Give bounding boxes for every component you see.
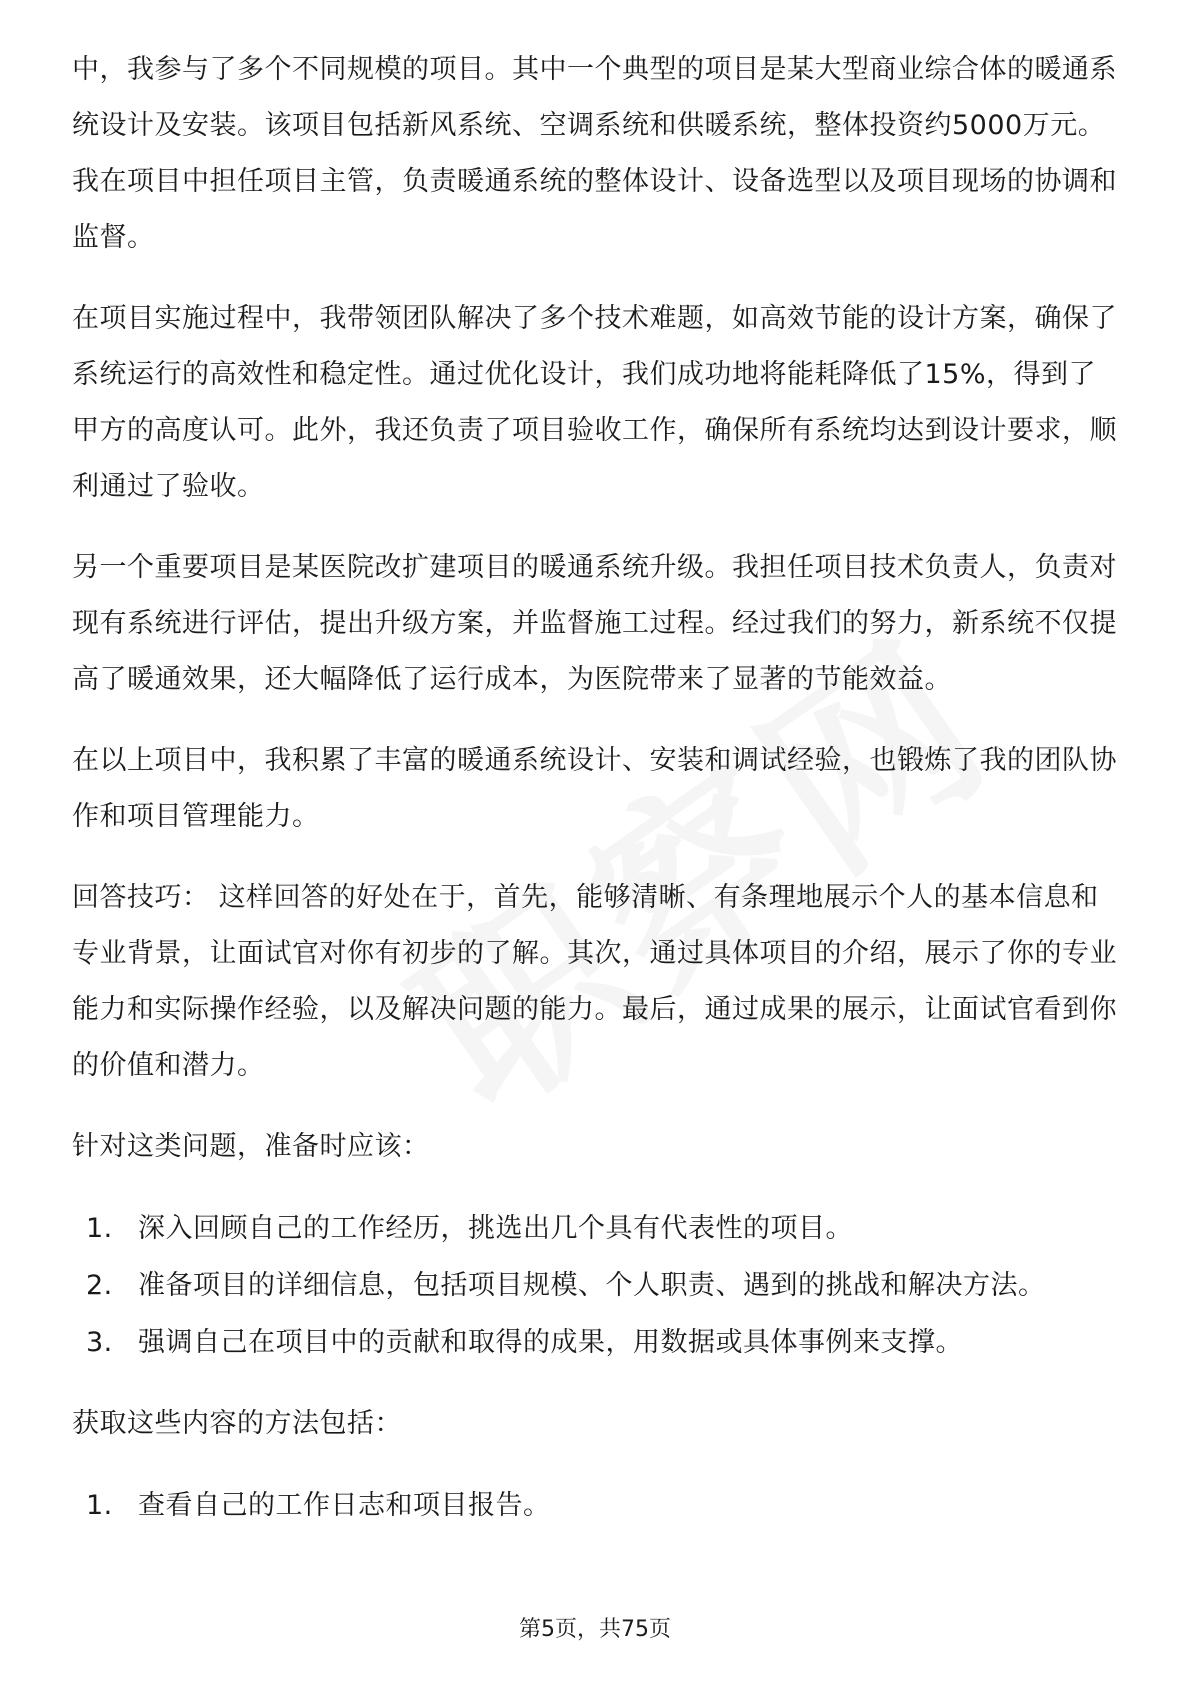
list-item <box>72 1257 1120 1314</box>
paragraph: 另一个重要项目是某医院改扩建项目的暖通系统升级。我担任项目技术负责人，负责对现有系统进行评估，提出升级方案，并监督施工过程。经过我们的努力，新系统不仅提高了暖通效果，还大幅降低了运行成本，为医院带来了显著的节能效益。 <box>72 552 1117 695</box>
list-item <box>72 1477 1120 1534</box>
list-item-text: 查看自己的工作日志和项目报告。 <box>138 1490 551 1521</box>
list-item <box>72 1314 1120 1371</box>
list-number: 1. <box>86 1490 113 1521</box>
paragraph: 中，我参与了多个不同规模的项目。其中一个典型的项目是某大型商业综合体的暖通系统设计及安装。该项目包括新风系统、空调系统和供暖系统，整体投资约5000万元。我在项目中担任项目主管，负责暖通系统的整体设计、设备选型以及项目现场的协调和监督。 <box>72 54 1117 253</box>
list-item-text: 准备项目的详细信息，包括项目规模、个人职责、遇到的挑战和解决方法。 <box>138 1270 1046 1301</box>
methods-heading: 获取这些内容的方法包括： <box>72 1408 402 1439</box>
methods-list <box>72 1477 1120 1534</box>
page-footer: 第5页，共75页 <box>519 1617 671 1642</box>
answer-tips-paragraph: 回答技巧： 这样回答的好处在于，首先，能够清晰、有条理地展示个人的基本信息和专业背景，让面试官对你有初步的了解。其次，通过具体项目的介绍，展示了你的专业能力和实际操作经验，以及解决问题的能力。最后，通过成果的展示，让面试官看到你的价值和潜力。 <box>72 882 1117 1081</box>
preparation-heading: 针对这类问题，准备时应该： <box>72 1131 430 1162</box>
list-item-text: 强调自己在项目中的贡献和取得的成果，用数据或具体事例来支撑。 <box>138 1327 963 1358</box>
preparation-list <box>72 1200 1120 1371</box>
paragraph: 在项目实施过程中，我带领团队解决了多个技术难题，如高效节能的设计方案，确保了系统运行的高效性和稳定性。通过优化设计，我们成功地将能耗降低了15%，得到了甲方的高度认可。此外，我还负责了项目验收工作，确保所有系统均达到设计要求，顺利通过了验收。 <box>72 303 1117 502</box>
list-number: 3. <box>86 1327 113 1358</box>
list-item <box>72 1200 1120 1257</box>
list-item-text: 深入回顾自己的工作经历，挑选出几个具有代表性的项目。 <box>138 1213 853 1244</box>
list-number: 1. <box>86 1213 113 1244</box>
document-body <box>72 42 1120 1559</box>
list-number: 2. <box>86 1270 113 1301</box>
paragraph: 在以上项目中，我积累了丰富的暖通系统设计、安装和调试经验，也锻炼了我的团队协作和项目管理能力。 <box>72 745 1117 832</box>
